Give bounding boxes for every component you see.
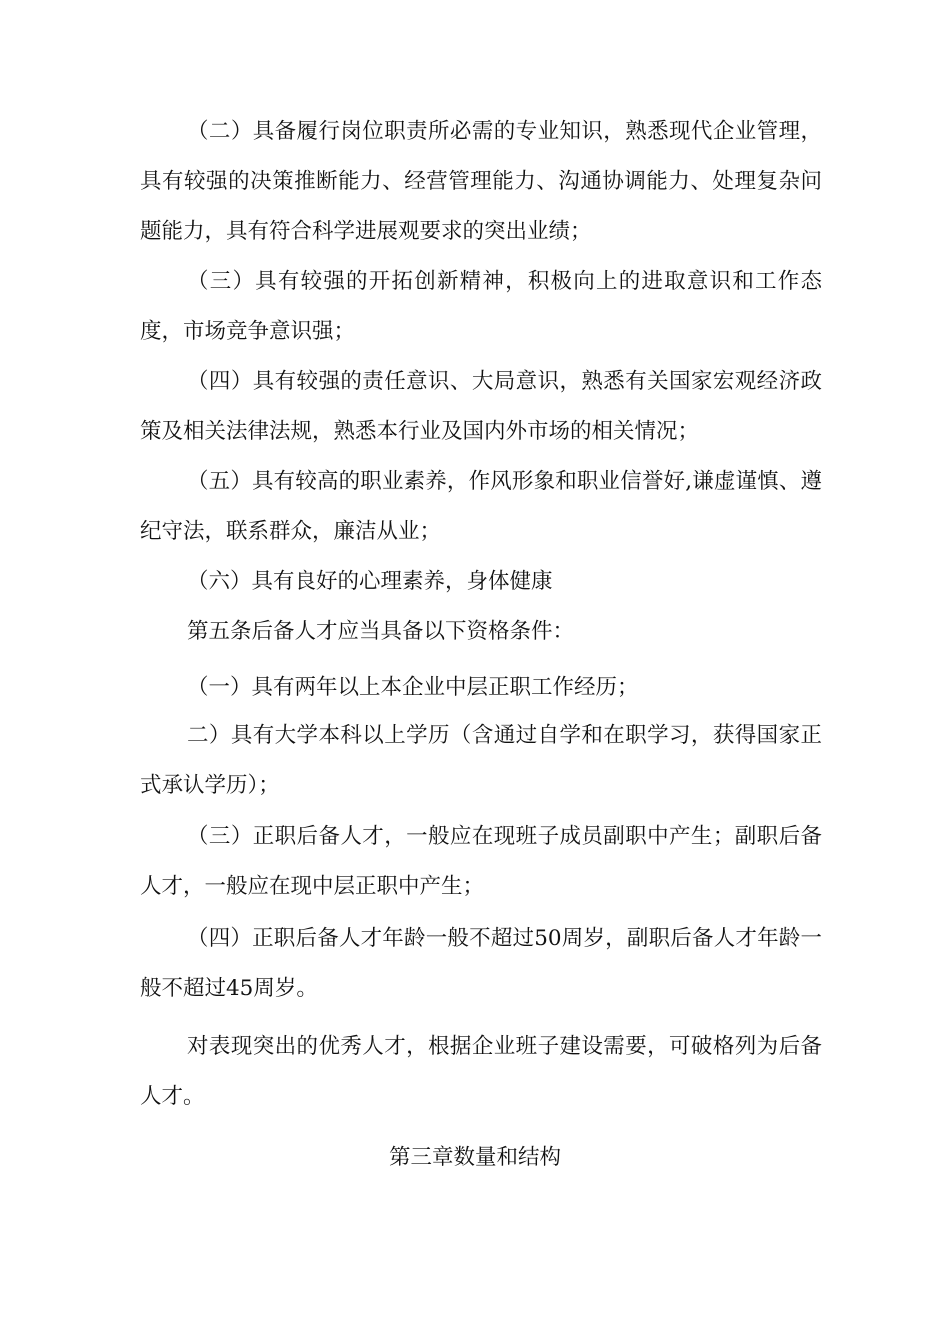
- condition-3-source: （三）正职后备人才，一般应在现班子成员副职中产生；副职后备人才，一般应在现中层正职中产生；: [140, 824, 822, 899]
- paragraph-5-professionalism: （五）具有较高的职业素养，作风形象和职业信誉好,谦虚谨慎、遵纪守法，联系群众，廉洁从业；: [140, 469, 822, 544]
- article-5-heading: 第五条后备人才应当具备以下资格条件：: [187, 619, 575, 644]
- paragraph-6-health: （六）具有良好的心理素养，身体健康: [187, 569, 553, 594]
- paragraph-2-professional-knowledge: （二）具备履行岗位职责所必需的专业知识，熟悉现代企业管理，具有较强的决策推断能力、经营管理能力、沟通协调能力、处理复杂问题能力，具有符合科学进展观要求的突出业绩；: [140, 119, 822, 244]
- paragraph-3-innovation: （三）具有较强的开拓创新精神，积极向上的进取意识和工作态度，市场竞争意识强；: [140, 269, 822, 344]
- condition-4-age: （四）正职后备人才年龄一般不超过50周岁，副职后备人才年龄一般不超过45周岁。: [140, 926, 822, 1001]
- condition-2-education: 二）具有大学本科以上学历（含通过自学和在职学习，获得国家正式承认学历）；: [140, 723, 822, 798]
- chapter-heading: 第三章数量和结构: [388, 1145, 561, 1170]
- paragraph-exceptional-talent: 对表现突出的优秀人才，根据企业班子建设需要，可破格列为后备人才。: [140, 1034, 822, 1109]
- paragraph-4-responsibility: （四）具有较强的责任意识、大局意识，熟悉有关国家宏观经济政策及相关法律法规，熟悉本行业及国内外市场的相关情况；: [140, 369, 822, 444]
- condition-1-experience: （一）具有两年以上本企业中层正职工作经历；: [187, 675, 639, 700]
